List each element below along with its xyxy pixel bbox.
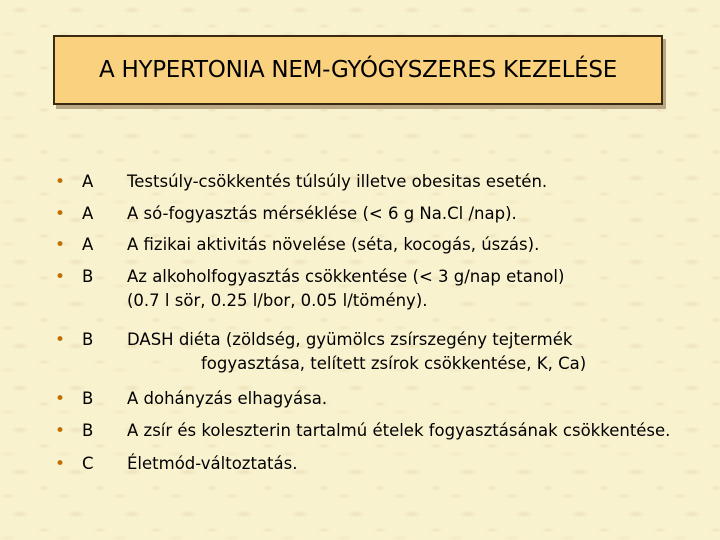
bullet-icon: •	[55, 454, 66, 474]
item-text: A zsír és koleszterin tartalmú ételek fogyasztásának csökkentése.	[127, 421, 671, 440]
item-text: Az alkoholfogyasztás csökkentése (< 3 g/nap etanol) (0.7 l sör, 0.25 l/bor, 0.05 l/tömény).	[127, 267, 565, 310]
evidence-grade: C	[82, 454, 94, 473]
item-text: A só-fogyasztás mérséklése (< 6 g Na.Cl /nap).	[127, 204, 517, 223]
item-text: Testsúly-csökkentés túlsúly illetve obesitas esetén.	[127, 172, 548, 191]
bullet-icon: •	[55, 267, 66, 287]
bullet-icon: •	[55, 330, 66, 350]
item-text: A dohányzás elhagyása.	[127, 389, 328, 408]
page-title: A HYPERTONIA NEM-GYÓGYSZERES KEZELÉSE	[99, 57, 617, 83]
evidence-grade: B	[82, 421, 94, 440]
item-text: DASH diéta (zöldség, gyümölcs zsírszegény tejtermék fogyasztása, telített zsírok csökkentése, K, Ca)	[127, 330, 587, 373]
title-box	[53, 35, 663, 105]
item-text: A fizikai aktivitás növelése (séta, kocogás, úszás).	[127, 235, 540, 254]
evidence-grade: A	[82, 204, 94, 223]
item-text: Életmód-változtatás.	[127, 454, 298, 473]
bullet-icon: •	[55, 235, 66, 255]
evidence-grade: B	[82, 389, 94, 408]
bullet-icon: •	[55, 389, 66, 409]
evidence-grade: B	[82, 267, 94, 286]
evidence-grade: A	[82, 172, 94, 191]
evidence-grade: B	[82, 330, 94, 349]
bullet-icon: •	[55, 204, 66, 224]
bullet-icon: •	[55, 421, 66, 441]
bullet-icon: •	[55, 172, 66, 192]
evidence-grade: A	[82, 235, 94, 254]
